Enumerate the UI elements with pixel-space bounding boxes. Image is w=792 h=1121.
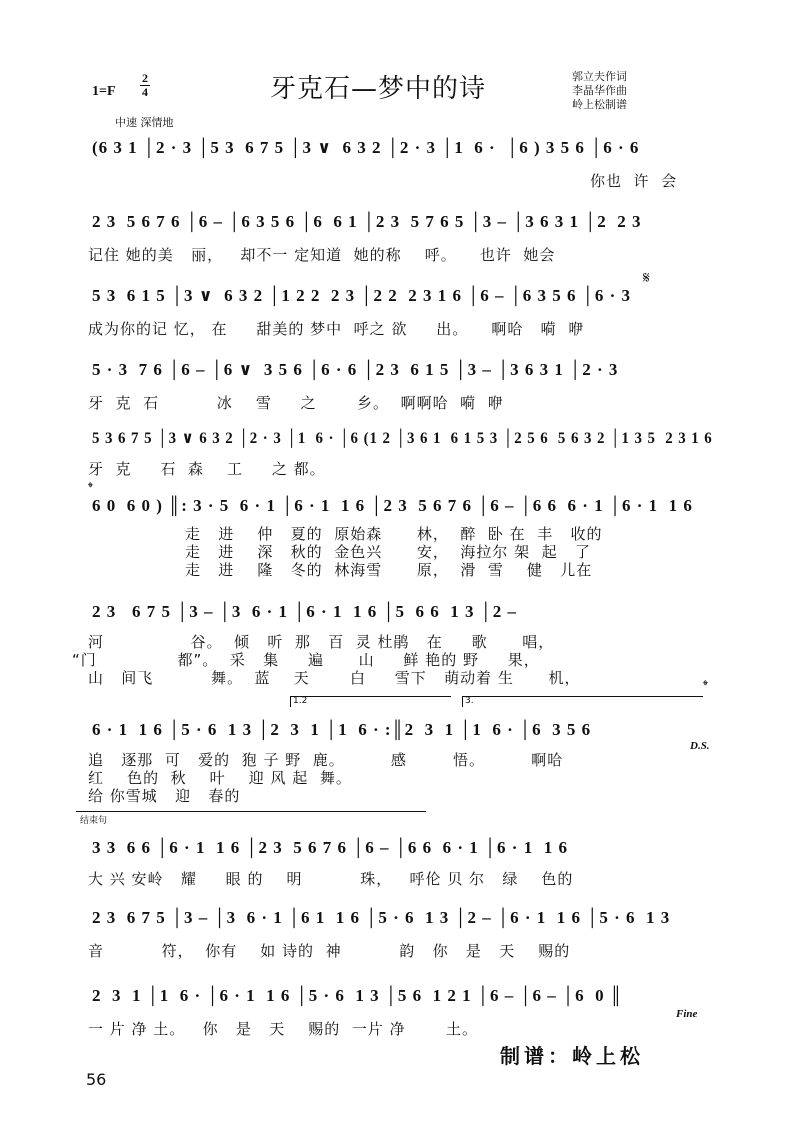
score-row-7-lyrics-2: “门 都”。 采 集 遍 山 鲜 艳的 野 果， (72, 651, 540, 669)
score-row-11-notes: 2 3 1 │1 6 · │6 · 1 1 6 │5 · 6 1 3 │5 6 1 2 1 │6 – │6 – │6 0 ║ (92, 986, 623, 1005)
score-row-6-notes: 6 0 6 0 ) ║: 3 · 5 6 · 1 │6 · 1 1 6 │2 3 5 6 7 6 │6 – │6 6 6 · 1 │6 · 1 1 6 (92, 496, 693, 515)
meter-bottom: 4 (142, 85, 148, 99)
credits (572, 70, 627, 112)
score-row-8-lyrics-3: 给 你雪城 迎 春的 (88, 787, 241, 805)
score-row-3-lyrics: 成为你的记 忆， 在 甜美的 梦中 呼之 欲 出。 啊哈 嗬 咿 (88, 320, 585, 338)
meter-top: 2 (142, 71, 148, 85)
score-row-10-lyrics: 音 符， 你有 如 诗的 神 韵 你 是 天 赐的 (88, 942, 571, 960)
ending-bracket-2 (462, 696, 703, 707)
score-row-4-lyrics: 牙 克 石 冰 雪 之 乡。 啊啊哈 嗬 咿 (88, 394, 504, 412)
score-row-7-lyrics-3: 山 间飞 舞。 蓝 天 白 雪下 萌动着 生 机， (88, 669, 581, 687)
transcriber-signature: 制谱：岭上松 (500, 1044, 644, 1068)
credit-composer: 李晶华作曲 (572, 84, 627, 97)
page-number: 56 (86, 1070, 107, 1089)
score-row-6-lyrics-1: 走 进 仲 夏的 原始森 林， 醉 卧 在 丰 收的 (185, 525, 603, 543)
score-row-5-notes: 5 3 6 7 5 │3 ∨ 6 3 2 │2 · 3 │1 6 · │6 (1 2 │3 6 1 6 1 5 3 │2 5 6 5 6 3 2 │1 3 5 2 3 1 6 (92, 430, 713, 447)
key-signature: 1=F (92, 84, 116, 99)
score-row-11-lyrics: 一 片 净 土。 你 是 天 赐的 一片 净 土。 (88, 1020, 478, 1038)
coda-mark-2: 𝄌 (703, 678, 708, 694)
score-row-6-lyrics-2: 走 进 深 秋的 金色兴 安， 海拉尔 架 起 了 (185, 543, 591, 561)
score-row-7-lyrics-1: 河 谷。 倾 听 那 百 灵 杜鹃 在 歌 唱， (88, 633, 555, 651)
coda-divider (76, 811, 426, 812)
ending-2-label: 3. (465, 696, 474, 706)
score-row-10-notes: 2 3 6 7 5 │3 – │3 6 · 1 │6 1 1 6 │5 · 6 1 3 │2 – │6 · 1 1 6 │5 · 6 1 3 (92, 908, 671, 927)
score-row-5-lyrics: 牙 克 石 森 工 之 都。 (88, 460, 326, 478)
score-row-3-notes: 5 3 6 1 5 │3 ∨ 6 3 2 │1 2 2 2 3 │2 2 2 3 1 6 │6 – │6 3 5 6 │6 · 3 (92, 286, 631, 305)
ending-1-label: 1.2 (293, 696, 308, 706)
score-row-2-lyrics: 记住 她的美 丽， 却不一 定知道 她的称 呼。 也许 她会 (88, 246, 556, 264)
score-row-1-notes: (6 3 1 │2 · 3 │5 3 6 7 5 │3 ∨ 6 3 2 │2 · 3 │1 6 · │6 ) 3 5 6 │6 · 6 (92, 138, 640, 157)
score-row-4-notes: 5 · 3 7 6 │6 – │6 ∨ 3 5 6 │6 · 6 │2 3 6 1 5 │3 – │3 6 3 1 │2 · 3 (92, 360, 619, 379)
ds-mark: D.S. (690, 740, 710, 752)
score-row-8-lyrics-2: 红 色的 秋 叶 迎 风 起 舞。 (88, 769, 352, 787)
score-row-6-lyrics-3: 走 进 隆 冬的 林海雪 原， 滑 雪 健 儿在 (185, 561, 593, 579)
credit-lyricist: 郭立夫作词 (572, 70, 627, 83)
fine-mark: Fine (676, 1008, 698, 1020)
ending-bracket-1 (290, 696, 451, 707)
score-row-1-lyrics: 你也 许 会 (590, 172, 678, 190)
score-row-2-notes: 2 3 5 6 7 6 │6 – │6 3 5 6 │6 6 1 │2 3 5 7 6 5 │3 – │3 6 3 1 │2 2 3 (92, 212, 642, 231)
time-signature (140, 72, 150, 99)
score-row-9-lyrics: 大 兴 安岭 耀 眼 的 明 珠， 呼伦 贝 尔 绿 色的 (88, 870, 574, 888)
page-title: 牙克石—梦中的诗 (270, 74, 487, 104)
score-row-7-notes: 2 3 6 7 5 │3 – │3 6 · 1 │6 · 1 1 6 │5 6 6 1 3 │2 – (92, 602, 518, 621)
score-row-9-notes: 3 3 6 6 │6 · 1 1 6 │2 3 5 6 7 6 │6 – │6 6 6 · 1 │6 · 1 1 6 (92, 838, 568, 857)
tempo-marking: 中速 深情地 (115, 116, 174, 129)
coda-section-label: 结束句 (80, 816, 108, 826)
segno-mark: 𝄋 (643, 268, 650, 287)
coda-mark-1: 𝄌 (88, 480, 93, 496)
score-row-8-lyrics-1: 追 逐那 可 爱的 狍 子 野 鹿。 感 悟。 啊哈 (88, 751, 564, 769)
credit-transcriber: 岭上松制谱 (572, 98, 627, 111)
score-row-8-notes: 6 · 1 1 6 │5 · 6 1 3 │2 3 1 │1 6 · :║2 3 1 │1 6 · │6 3 5 6 (92, 720, 592, 739)
